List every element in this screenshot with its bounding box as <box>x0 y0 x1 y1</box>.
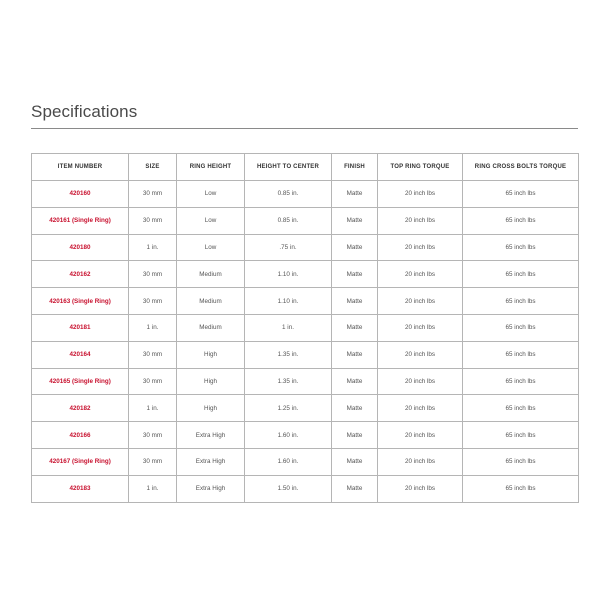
ring-height-cell: Low <box>177 181 245 208</box>
size-cell: 30 mm <box>129 181 177 208</box>
height-to-center-cell: .75 in. <box>245 234 332 261</box>
height-to-center-cell: 1.10 in. <box>245 288 332 315</box>
table-row <box>32 395 579 422</box>
item-number-cell[interactable]: 420167 (Single Ring) <box>32 448 129 475</box>
header-ring-height: RING HEIGHT <box>177 154 245 181</box>
size-cell: 30 mm <box>129 341 177 368</box>
size-cell: 1 in. <box>129 395 177 422</box>
table-row <box>32 288 579 315</box>
ring-height-cell: High <box>177 341 245 368</box>
item-number-cell[interactable]: 420182 <box>32 395 129 422</box>
height-to-center-cell: 1.50 in. <box>245 475 332 502</box>
top-ring-torque-cell: 20 inch lbs <box>378 422 463 449</box>
height-to-center-cell: 0.85 in. <box>245 181 332 208</box>
table-row <box>32 368 579 395</box>
ring-cross-bolts-torque-cell: 65 inch lbs <box>463 475 579 502</box>
ring-height-cell: Medium <box>177 314 245 341</box>
ring-height-cell: Medium <box>177 261 245 288</box>
finish-cell: Matte <box>332 288 378 315</box>
size-cell: 1 in. <box>129 475 177 502</box>
ring-cross-bolts-torque-cell: 65 inch lbs <box>463 234 579 261</box>
header-top-ring-torque: TOP RING TORQUE <box>378 154 463 181</box>
table-header-row <box>32 154 579 181</box>
ring-height-cell: Extra High <box>177 475 245 502</box>
item-number-cell[interactable]: 420165 (Single Ring) <box>32 368 129 395</box>
finish-cell: Matte <box>332 261 378 288</box>
finish-cell: Matte <box>332 181 378 208</box>
header-height-to-center: HEIGHT TO CENTER <box>245 154 332 181</box>
table-row <box>32 475 579 502</box>
top-ring-torque-cell: 20 inch lbs <box>378 368 463 395</box>
size-cell: 30 mm <box>129 448 177 475</box>
top-ring-torque-cell: 20 inch lbs <box>378 341 463 368</box>
finish-cell: Matte <box>332 395 378 422</box>
header-size: SIZE <box>129 154 177 181</box>
ring-cross-bolts-torque-cell: 65 inch lbs <box>463 395 579 422</box>
size-cell: 30 mm <box>129 368 177 395</box>
finish-cell: Matte <box>332 448 378 475</box>
ring-height-cell: Extra High <box>177 448 245 475</box>
header-finish: FINISH <box>332 154 378 181</box>
item-number-cell[interactable]: 420166 <box>32 422 129 449</box>
page-title: Specifications <box>31 102 138 121</box>
ring-height-cell: High <box>177 368 245 395</box>
height-to-center-cell: 1 in. <box>245 314 332 341</box>
size-cell: 30 mm <box>129 422 177 449</box>
top-ring-torque-cell: 20 inch lbs <box>378 395 463 422</box>
finish-cell: Matte <box>332 207 378 234</box>
table-row <box>32 314 579 341</box>
top-ring-torque-cell: 20 inch lbs <box>378 261 463 288</box>
table-row <box>32 422 579 449</box>
item-number-cell[interactable]: 420164 <box>32 341 129 368</box>
table-row <box>32 448 579 475</box>
finish-cell: Matte <box>332 314 378 341</box>
header-item-number: ITEM NUMBER <box>32 154 129 181</box>
table-row <box>32 181 579 208</box>
ring-cross-bolts-torque-cell: 65 inch lbs <box>463 181 579 208</box>
height-to-center-cell: 1.35 in. <box>245 368 332 395</box>
top-ring-torque-cell: 20 inch lbs <box>378 288 463 315</box>
table-row <box>32 341 579 368</box>
ring-cross-bolts-torque-cell: 65 inch lbs <box>463 314 579 341</box>
item-number-cell[interactable]: 420163 (Single Ring) <box>32 288 129 315</box>
item-number-cell[interactable]: 420180 <box>32 234 129 261</box>
top-ring-torque-cell: 20 inch lbs <box>378 475 463 502</box>
ring-cross-bolts-torque-cell: 65 inch lbs <box>463 422 579 449</box>
height-to-center-cell: 1.10 in. <box>245 261 332 288</box>
size-cell: 30 mm <box>129 288 177 315</box>
top-ring-torque-cell: 20 inch lbs <box>378 314 463 341</box>
item-number-cell[interactable]: 420160 <box>32 181 129 208</box>
height-to-center-cell: 1.25 in. <box>245 395 332 422</box>
size-cell: 1 in. <box>129 234 177 261</box>
size-cell: 1 in. <box>129 314 177 341</box>
top-ring-torque-cell: 20 inch lbs <box>378 181 463 208</box>
ring-cross-bolts-torque-cell: 65 inch lbs <box>463 341 579 368</box>
title-divider <box>31 128 578 129</box>
item-number-cell[interactable]: 420162 <box>32 261 129 288</box>
header-ring-cross-bolts-torque: RING CROSS BOLTS TORQUE <box>463 154 579 181</box>
size-cell: 30 mm <box>129 207 177 234</box>
table-row <box>32 261 579 288</box>
finish-cell: Matte <box>332 341 378 368</box>
ring-height-cell: High <box>177 395 245 422</box>
height-to-center-cell: 1.35 in. <box>245 341 332 368</box>
ring-cross-bolts-torque-cell: 65 inch lbs <box>463 368 579 395</box>
item-number-cell[interactable]: 420181 <box>32 314 129 341</box>
finish-cell: Matte <box>332 368 378 395</box>
top-ring-torque-cell: 20 inch lbs <box>378 234 463 261</box>
finish-cell: Matte <box>332 422 378 449</box>
finish-cell: Matte <box>332 475 378 502</box>
height-to-center-cell: 1.60 in. <box>245 422 332 449</box>
height-to-center-cell: 1.60 in. <box>245 448 332 475</box>
top-ring-torque-cell: 20 inch lbs <box>378 448 463 475</box>
table-row <box>32 207 579 234</box>
ring-height-cell: Low <box>177 207 245 234</box>
ring-cross-bolts-torque-cell: 65 inch lbs <box>463 288 579 315</box>
ring-cross-bolts-torque-cell: 65 inch lbs <box>463 261 579 288</box>
table-row <box>32 234 579 261</box>
ring-height-cell: Extra High <box>177 422 245 449</box>
item-number-cell[interactable]: 420183 <box>32 475 129 502</box>
ring-cross-bolts-torque-cell: 65 inch lbs <box>463 448 579 475</box>
ring-height-cell: Low <box>177 234 245 261</box>
ring-cross-bolts-torque-cell: 65 inch lbs <box>463 207 579 234</box>
top-ring-torque-cell: 20 inch lbs <box>378 207 463 234</box>
height-to-center-cell: 0.85 in. <box>245 207 332 234</box>
ring-height-cell: Medium <box>177 288 245 315</box>
size-cell: 30 mm <box>129 261 177 288</box>
specifications-table <box>31 153 579 503</box>
item-number-cell[interactable]: 420161 (Single Ring) <box>32 207 129 234</box>
table-body <box>32 181 579 503</box>
finish-cell: Matte <box>332 234 378 261</box>
